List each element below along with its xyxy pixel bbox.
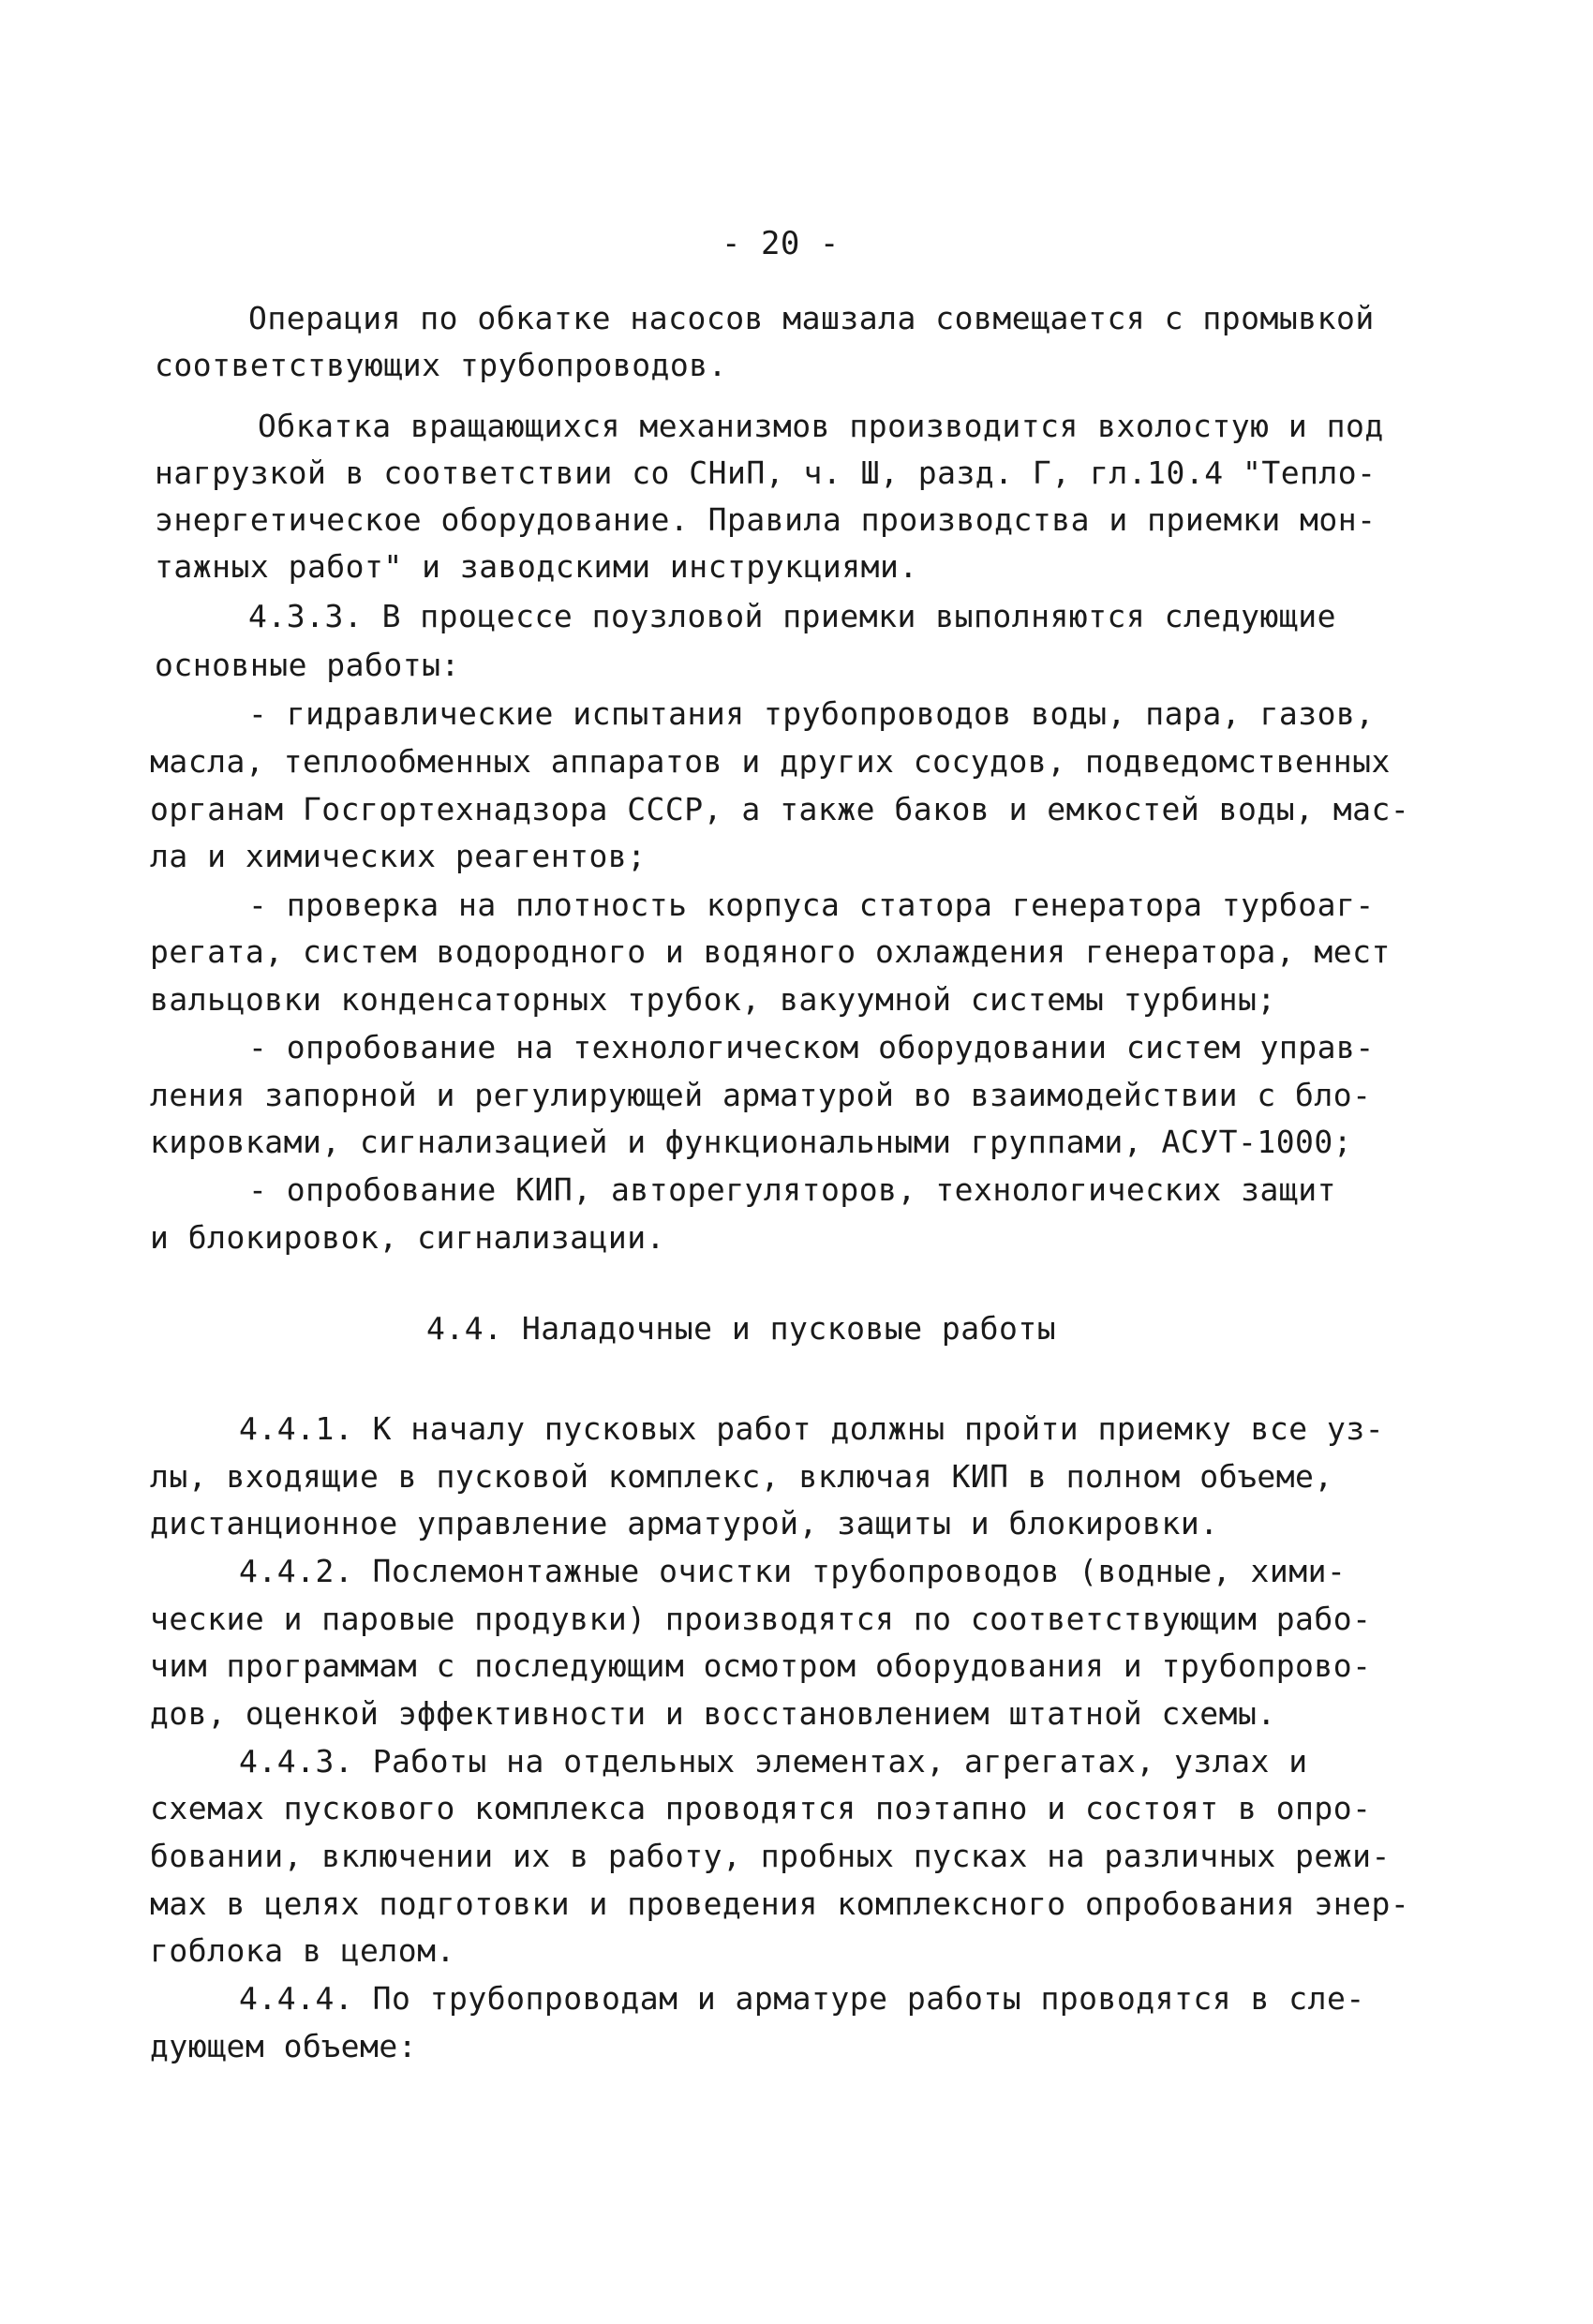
text-line: энергетическое оборудование. Правила производства и приемки мон- xyxy=(155,501,1377,538)
text-line: вальцовки конденсаторных трубок, вакуумной системы турбины; xyxy=(150,981,1276,1018)
page-number: - 20 - xyxy=(722,225,840,262)
text-line: 4.4.3. Работы на отдельных элементах, агрегатах, узлах и xyxy=(239,1743,1308,1780)
text-line: нагрузкой в соответствии со СНиП, ч. Ш, разд. Г, гл.10.4 "Тепло- xyxy=(155,454,1377,491)
text-line: органам Госгортехнадзора СССР, а также баков и емкостей воды, мас- xyxy=(150,791,1410,827)
text-line: тажных работ" и заводскими инструкциями. xyxy=(155,548,918,585)
text-line: ческие и паровые продувки) производятся по соответствующим рабо- xyxy=(150,1601,1372,1637)
text-line: 4.3.3. В процессе поузловой приемки выполняются следующие xyxy=(248,598,1336,634)
text-line: дов, оценкой эффективности и восстановлением штатной схемы. xyxy=(150,1695,1276,1732)
text-line: дующем объеме: xyxy=(150,2028,418,2064)
text-line: масла, теплообменных аппаратов и других сосудов, подведомственных xyxy=(150,743,1391,780)
text-line: и блокировок, сигнализации. xyxy=(150,1219,665,1256)
text-line: ла и химических реагентов; xyxy=(150,838,647,874)
text-line: соответствующих трубопроводов. xyxy=(155,347,728,383)
text-line: бовании, включении их в работу, пробных пусках на различных режи- xyxy=(150,1838,1391,1874)
text-line: - гидравлические испытания трубопроводов воды, пара, газов, xyxy=(248,695,1375,732)
text-line: Обкатка вращающихся механизмов производится вхолостую и под xyxy=(258,408,1384,444)
section-heading: 4.4. Наладочные и пусковые работы xyxy=(426,1310,1057,1347)
text-line: гоблока в целом. xyxy=(150,1932,455,1969)
text-line: кировками, сигнализацией и функциональными группами, АСУТ-1000; xyxy=(150,1124,1353,1160)
text-line: ления запорной и регулирующей арматурой во взаимодействии с бло- xyxy=(150,1077,1372,1113)
text-line: схемах пускового комплекса проводятся поэтапно и состоят в опро- xyxy=(150,1790,1372,1826)
text-line: основные работы: xyxy=(155,647,460,683)
text-line: 4.4.1. К началу пусковых работ должны пройти приемку все уз- xyxy=(239,1410,1385,1447)
text-line: - опробование КИП, авторегуляторов, технологических защит xyxy=(248,1171,1336,1208)
text-line: 4.4.2. Послемонтажные очистки трубопроводов (водные, хими- xyxy=(239,1553,1347,1589)
text-line: мах в целях подготовки и проведения комплексного опробования энер- xyxy=(150,1885,1410,1922)
text-line: дистанционное управление арматурой, защиты и блокировки. xyxy=(150,1505,1219,1542)
text-line: лы, входящие в пусковой комплекс, включая КИП в полном объеме, xyxy=(150,1458,1333,1495)
text-line: Операция по обкатке насосов машзала совмещается с промывкой xyxy=(248,300,1375,336)
text-line: 4.4.4. По трубопроводам и арматуре работы проводятся в сле- xyxy=(239,1980,1365,2017)
text-line: - опробование на технологическом оборудовании систем управ- xyxy=(248,1029,1375,1065)
text-line: - проверка на плотность корпуса статора генератора турбоаг- xyxy=(248,886,1375,923)
text-line: чим программам с последующим осмотром оборудования и трубопрово- xyxy=(150,1647,1372,1684)
text-line: регата, систем водородного и водяного охлаждения генератора, мест xyxy=(150,933,1391,970)
